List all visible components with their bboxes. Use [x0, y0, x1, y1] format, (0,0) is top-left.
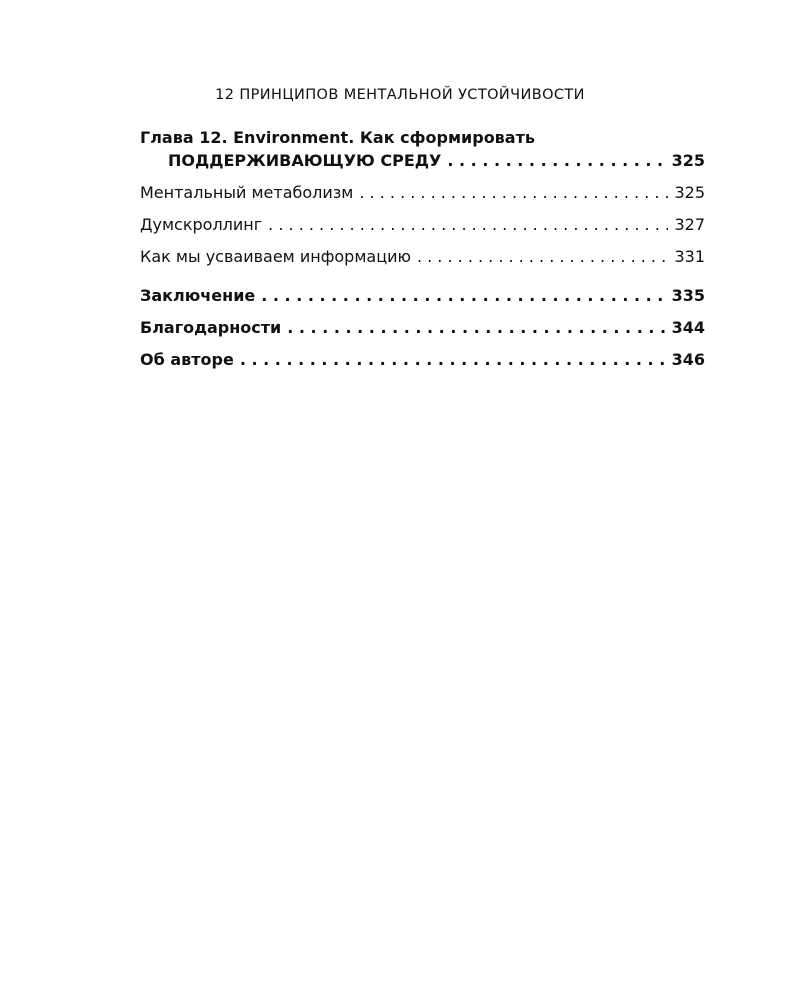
chapter-page-number: 325 — [671, 151, 705, 170]
back-matter-page-number: 335 — [671, 286, 705, 305]
back-matter-page-number: 344 — [671, 318, 705, 337]
section-title: Как мы усваиваем информацию — [140, 247, 411, 266]
chapter-title-line-2: ПОДДЕРЖИВАЮЩУЮ СРЕДУ — [168, 151, 442, 170]
running-head: 12 ПРИНЦИПОВ МЕНТАЛЬНОЙ УСТОЙЧИВОСТИ — [215, 87, 585, 103]
section-page-number: 327 — [674, 215, 705, 234]
dot-leader — [268, 213, 668, 236]
toc-entry-about-author[interactable] — [140, 348, 705, 371]
section-page-number: 325 — [674, 183, 705, 202]
section-title: Ментальный метаболизм — [140, 183, 354, 202]
back-matter-title: Об авторе — [140, 350, 234, 369]
section-title: Думскроллинг — [140, 215, 263, 234]
toc-entry-doomscrolling[interactable] — [140, 213, 705, 236]
back-matter-title: Благодарности — [140, 318, 282, 337]
toc-entry-acknowledgements[interactable] — [140, 316, 705, 339]
toc-entry-mental-metabolism[interactable] — [140, 181, 705, 204]
back-matter-page-number: 346 — [671, 350, 705, 369]
toc-entry-conclusion[interactable] — [140, 284, 705, 307]
dot-leader — [240, 348, 666, 371]
table-of-contents — [140, 126, 705, 371]
dot-leader — [447, 149, 665, 172]
section-page-number: 331 — [674, 247, 705, 266]
back-matter-title: Заключение — [140, 286, 256, 305]
chapter-title — [140, 126, 705, 149]
dot-leader — [359, 181, 668, 204]
dot-leader — [261, 284, 665, 307]
dot-leader — [417, 245, 669, 268]
chapter-entry[interactable] — [140, 149, 705, 172]
dot-leader — [287, 316, 665, 339]
toc-entry-information-processing[interactable] — [140, 245, 705, 268]
chapter-title-line-1: Глава 12. Environment. Как сформировать — [140, 128, 535, 147]
